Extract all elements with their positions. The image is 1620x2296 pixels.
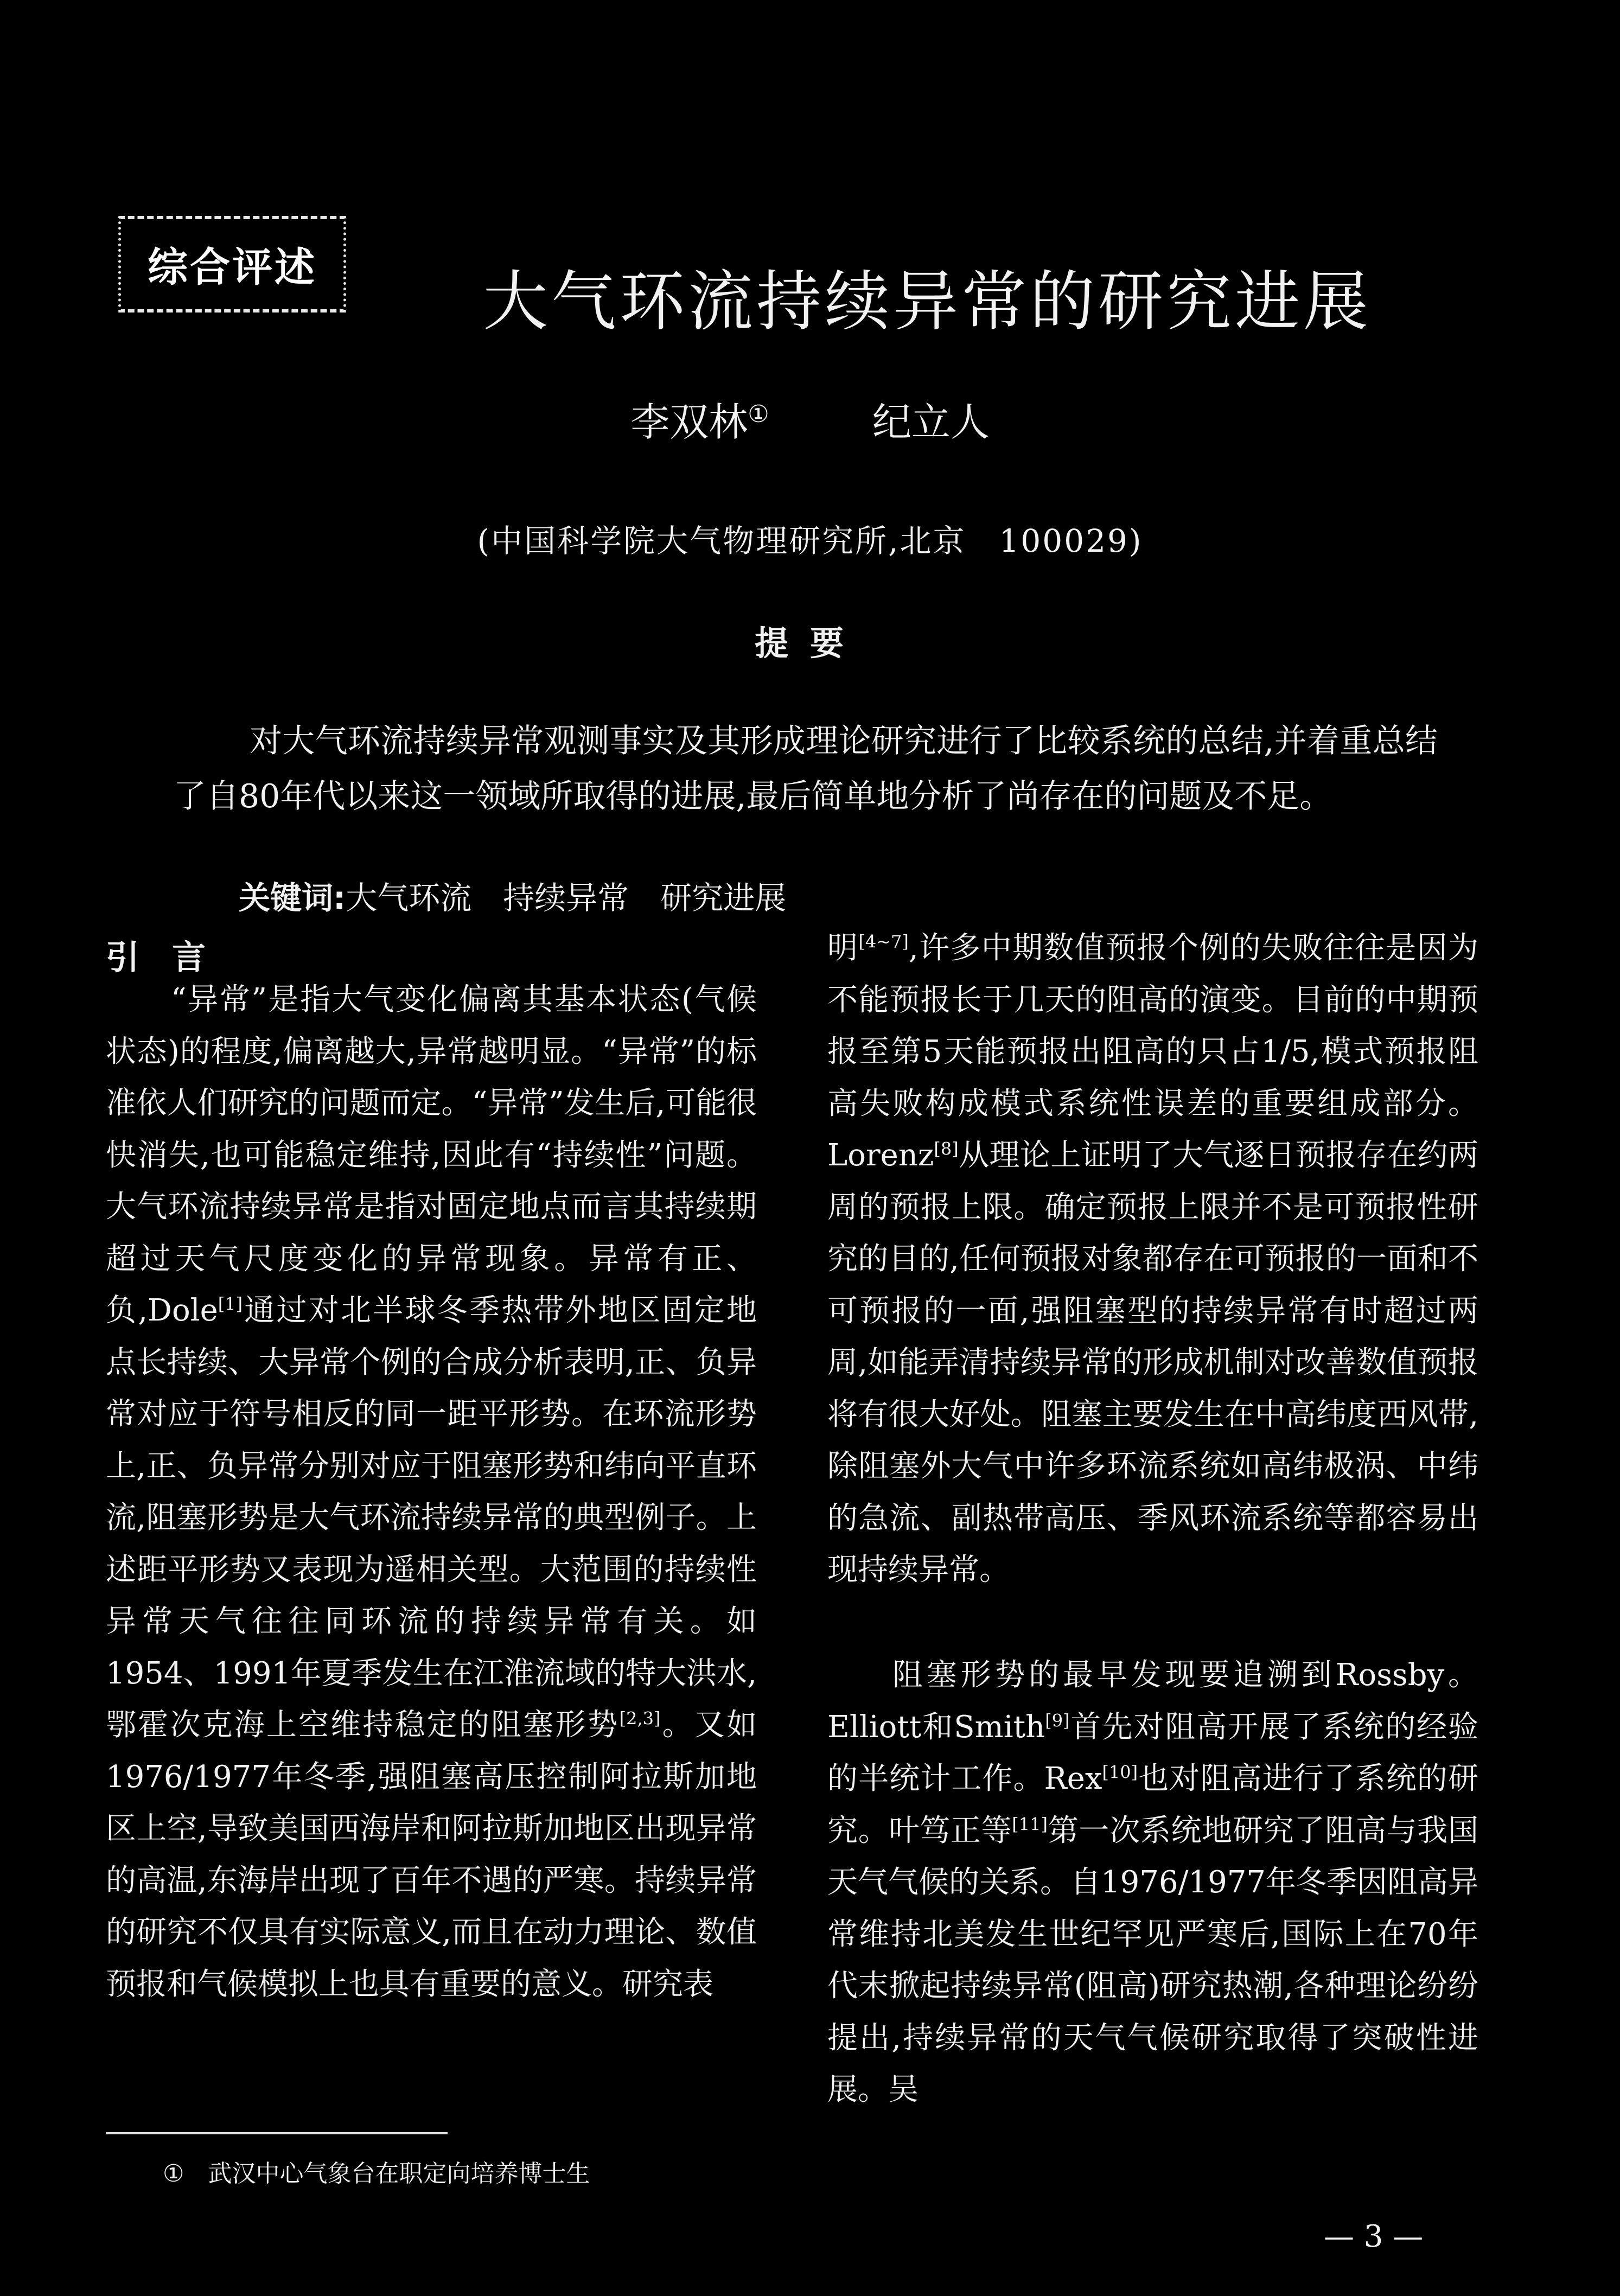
badge-label: 综合评述 — [148, 244, 317, 291]
abstract-text: 对大气环流持续异常观测事实及其形成理论研究进行了比较系统的总结,并着重总结了自80年代以来这一领域所取得的进展,最后简单地分析了尚存在的问题及不足。 — [174, 722, 1438, 815]
left-column-text — [106, 974, 757, 2010]
citation: [2,3] — [619, 1708, 661, 1729]
affiliation: (中国科学院大气物理研究所,北京 100029) — [477, 522, 1143, 559]
keywords-label: 关键词: — [239, 879, 346, 916]
section-badge — [118, 216, 346, 312]
footnote: ① 武汉中心气象台在职定向培养博士生 — [163, 2160, 590, 2187]
right-column-text-2 — [827, 1649, 1478, 2116]
paragraph-text: 第一次系统地研究了阻高与我国天气气候的关系。自1976/1977年冬季因阻高异常维持北美发生世纪罕见严寒后,国际上在70年代末掀起持续异常(阻高)研究热潮,各种理论纷纷提出,持续异常的天气气候研究取得了突破性进展。吴 — [827, 1813, 1479, 2107]
paragraph-text: 也对阻高进行了系统的研究。叶笃正等 — [827, 1761, 1479, 1848]
paragraph-text: 从理论上证明了大气逐日预报存在约两周的预报上限。确定预报上限并不是可预报性研究的目的,任何预报对象都存在可预报的一面和不可预报的一面,强阻塞型的持续异常有时超过两周,如能弄清持续异常的形成机制对改善数值预报将有很大好处。阻塞主要发生在中高纬度西风带,除阻塞外大气中许多环流系统如高纬极涡、中纬的急流、副热带高压、季风环流系统等都容易出现持续异常。 — [827, 1138, 1478, 1587]
author-footnote-mark: ① — [748, 400, 769, 428]
page-number: — 3 — — [1324, 2219, 1424, 2254]
footnote-rule — [106, 2132, 448, 2134]
citation: [8] — [934, 1138, 959, 1159]
keywords-line — [239, 872, 786, 918]
author-line — [0, 391, 1620, 447]
citation: [10] — [1102, 1762, 1138, 1783]
author-1: 李双林 — [630, 399, 748, 445]
paragraph-text: ,许多中期数值预报个例的失败往往是因为不能预报长于几天的阻高的演变。目前的中期预报至第5天能预报出阻高的只占1/5,模式预报阻高失败构成模式系统性误差的重要组成部分。Lorenz — [827, 930, 1478, 1173]
paragraph-text: 通过对北半球冬季热带外地区固定地点长持续、大异常个例的合成分析表明,正、负异常对应于符号相反的同一距平形势。在环流形势上,正、负异常分别对应于阻塞形势和纬向平直环流,阻塞形势是大气环流持续异常的典型例子。上述距平形势又表现为遥相关型。大范围的持续性异常天气往往同环流的持续异常有关。如1954、1991年夏季发生在江淮流域的特大洪水,鄂霍次克海上空维持稳定的阻塞形势 — [106, 1293, 757, 1743]
paragraph-text: 。又如1976/1977年冬季,强阻塞高压控制阿拉斯加地区上空,导致美国西海岸和阿拉斯加地区出现异常的高温,东海岸出现了百年不遇的严寒。持续异常的研究不仅具有实际意义,而且在动力理论、数值预报和气候模拟上也具有重要的意义。研究表 — [106, 1707, 757, 2002]
keywords-value: 大气环流 持续异常 研究进展 — [346, 879, 787, 916]
abstract-heading: 提要 — [754, 623, 865, 663]
paragraph-text: 首先对阻高开展了系统的经验的半统计工作。Rex — [827, 1709, 1479, 1796]
paragraph-text: 阻塞形势的最早发现要追溯到Rossby。Elliott和Smith — [827, 1657, 1478, 1745]
citation: [4~7] — [858, 931, 909, 952]
paragraph-text: “异常”是指大气变化偏离其基本状态(气候状态)的程度,偏离越大,异常越明显。“异常”的标准依人们研究的问题而定。“异常”发生后,可能很快消失,也可能稳定维持,因此有“持续性”问题。大气环流持续异常是指对固定地点而言其持续期超过天气尺度变化的异常现象。异常有正、负,Dole — [106, 982, 757, 1328]
citation: [9] — [1045, 1710, 1070, 1731]
citation: [11] — [1012, 1813, 1048, 1834]
author-2: 纪立人 — [872, 399, 990, 445]
citation: [1] — [218, 1293, 243, 1315]
paragraph-text: 明 — [827, 930, 859, 966]
section-heading: 引言 — [106, 937, 239, 977]
paper-title: 大气环流持续异常的研究进展 — [483, 264, 1372, 340]
right-column-text-1 — [827, 922, 1478, 1596]
